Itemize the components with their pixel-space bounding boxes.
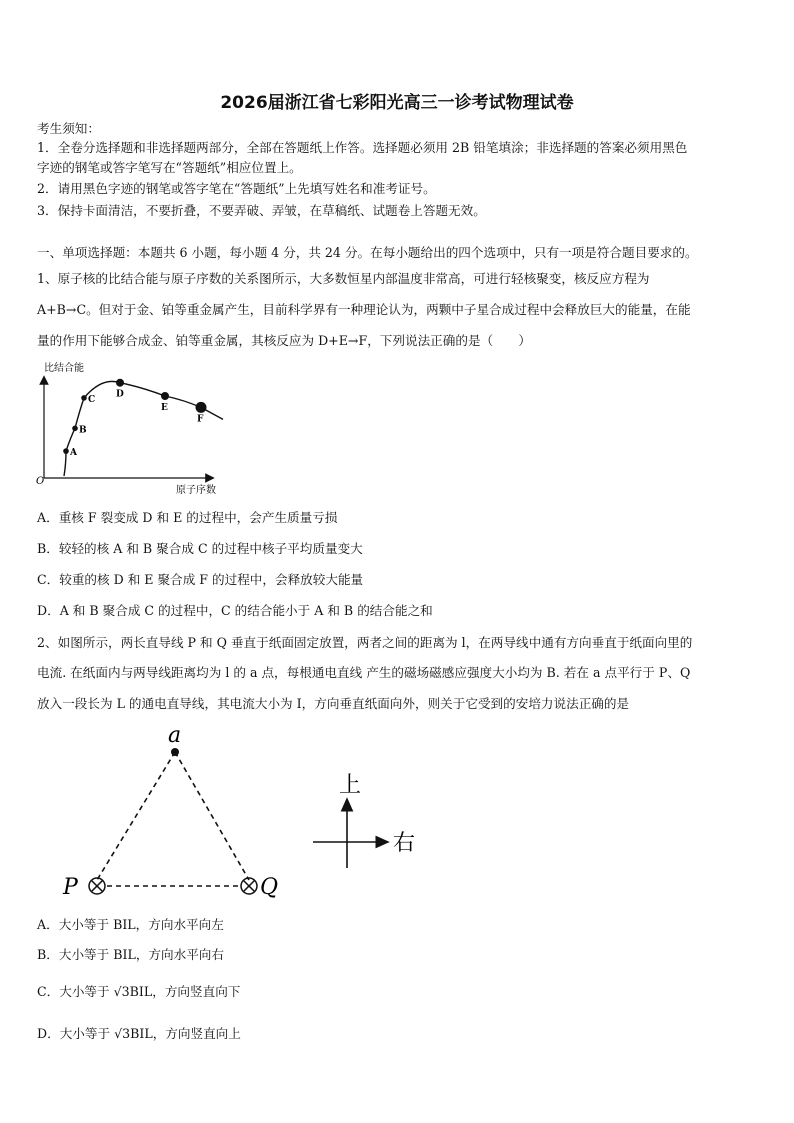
right-label: 右 [393, 831, 416, 856]
chart-points [63, 379, 206, 458]
chart-point-f [196, 402, 207, 413]
q1-option-c: C．较重的核 D 和 E 聚合成 F 的过程中，会释放较大能量 [37, 572, 364, 587]
notes-heading: 考生须知： [37, 121, 100, 136]
current-into-page-icon [241, 878, 257, 894]
chart-point-a [63, 448, 69, 454]
chart-point-label-d: D [116, 389, 124, 400]
conductor-triangle-figure [55, 722, 295, 902]
chart-point-label-b: B [79, 425, 87, 436]
chart-point-c [81, 395, 87, 401]
chart-point-e [161, 392, 169, 400]
q2-stem-line-1: 2、如图所示，两长直导线 P 和 Q 垂直于纸面固定放置，两者之间的距离为 l，在两导线中通有方向垂直于纸面向里的 [37, 635, 693, 650]
chart-point-label-f: F [197, 414, 204, 425]
current-into-page-icon [89, 878, 105, 894]
page-title: 2026届浙江省七彩阳光高三一诊考试物理试卷 [220, 93, 574, 113]
x-axis-label: 原子序数 [176, 485, 216, 496]
q2-stem-line-3: 放入一段长为 L 的通电直导线，其电流大小为 I，方向垂直纸面向外，则关于它受到的安培力说法正确的是 [37, 696, 630, 711]
note-line-4: 3．保持卡面清洁，不要折叠，不要弄破、弄皱，在草稿纸、试题卷上答题无效。 [37, 203, 486, 218]
origin-label: O [36, 476, 45, 487]
q1-option-d: D．A 和 B 聚合成 C 的过程中，C 的结合能小于 A 和 B 的结合能之和 [37, 603, 433, 618]
q1-stem-line-3: 量的作用下能够合成金、铂等重金属，其核反应为 D+E→F，下列说法正确的是（ ） [37, 333, 531, 348]
q1-option-b: B．较轻的核 A 和 B 聚合成 C 的过程中核子平均质量变大 [37, 541, 363, 556]
up-label: 上 [339, 773, 362, 798]
left-edge [97, 752, 175, 880]
q2-option-a: A．大小等于 BIL，方向水平向左 [37, 917, 224, 932]
q2-option-b: B．大小等于 BIL，方向水平向右 [37, 947, 224, 962]
q2-option-c: C．大小等于 √3BIL，方向竖直向下 [37, 984, 241, 999]
note-line-2: 字迹的钢笔或答字笔写在“答题纸”相应位置上。 [37, 160, 302, 175]
direction-axes-figure [305, 760, 435, 880]
chart-point-label-a: A [70, 448, 77, 459]
q1-option-a: A．重核 F 裂变成 D 和 E 的过程中，会产生质量亏损 [37, 510, 338, 525]
q2-option-d: D．大小等于 √3BIL，方向竖直向上 [37, 1026, 241, 1041]
chart-point-d [116, 379, 124, 387]
point-q-label: Q [260, 875, 279, 900]
q2-stem-line-2: 电流. 在纸面内与两导线距离均为 l 的 a 点，每根通电直线 产生的磁场磁感应强度大小均为 B. 若在 a 点平行于 P、Q [37, 665, 691, 680]
section-heading: 一、单项选择题：本题共 6 小题，每小题 4 分，共 24 分。在每小题给出的四个选项中，只有一项是符合题目要求的。 [37, 245, 698, 260]
point-p-label: P [63, 875, 78, 900]
y-axis-label: 比结合能 [44, 363, 84, 374]
chart-point-b [72, 426, 78, 432]
point-a-label: a [168, 723, 182, 748]
q1-stem-line-2: A+B→C。但对于金、铂等重金属产生，目前科学界有一种理论认为，两颗中子星合成过程中会释放巨大的能量，在能 [37, 302, 691, 317]
note-line-3: 2．请用黑色字迹的钢笔或答字笔在“答题纸”上先填写姓名和准考证号。 [37, 181, 436, 196]
chart-point-label-e: E [161, 403, 168, 413]
q1-stem-line-1: 1、原子核的比结合能与原子序数的关系图所示，大多数恒星内部温度非常高，可进行轻核聚变，核反应方程为 [37, 271, 650, 286]
right-edge [175, 752, 249, 880]
note-line-1: 1．全卷分选择题和非选择题两部分，全部在答题纸上作答。选择题必须用 2B 铅笔填涂；非选择题的答案必须用黑色 [37, 140, 688, 155]
binding-energy-chart [30, 358, 240, 498]
chart-point-label-c: C [88, 394, 96, 405]
